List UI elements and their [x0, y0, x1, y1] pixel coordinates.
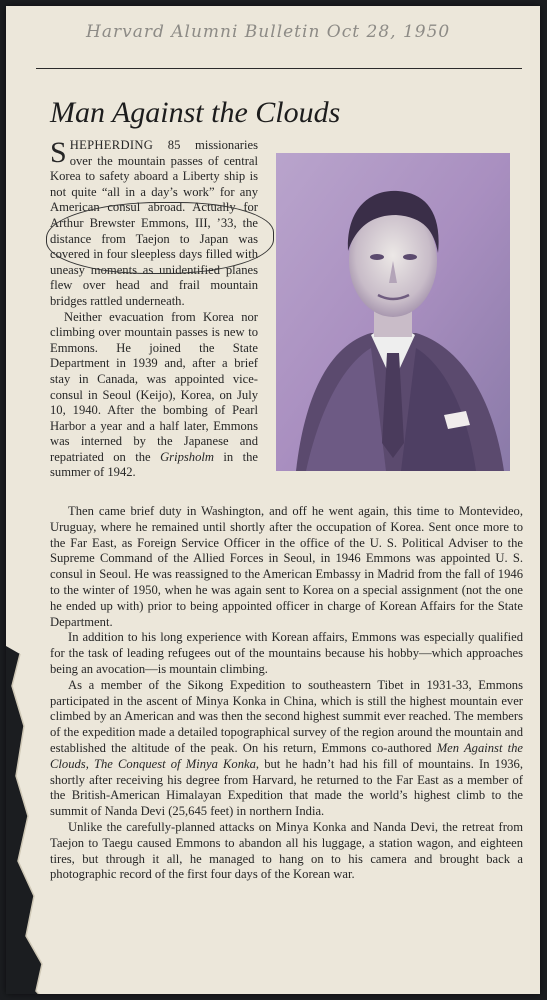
top-rule	[36, 68, 522, 69]
portrait-image	[276, 153, 510, 471]
main-column	[50, 504, 523, 883]
portrait-photo	[276, 153, 510, 471]
ship-name: Gripsholm	[160, 449, 214, 464]
book-title: Men Against the Clouds, The Conquest of Minya Konka	[50, 740, 523, 771]
handwritten-source-note: Harvard Alumni Bulletin Oct 28, 1950	[86, 22, 451, 42]
paragraph-1	[50, 138, 258, 310]
newspaper-clipping	[6, 6, 540, 994]
side-column	[50, 138, 258, 481]
paragraph-5-text-a: As a member of the Sikong Expedition to southeastern Tibet in 1931-33, Emmons participated in the ascent of Minya Konka in China, which is still the highest mountain ever climbed by an American and was then the second highest summit ever reached. The members of the expedition made a detailed topographical survey of the region around the mountain and established the altitude of the peak. On his return, Emmons co-authored	[50, 677, 523, 755]
paragraph-2	[50, 310, 258, 482]
drop-cap: S	[50, 136, 67, 169]
paragraph-5	[50, 678, 523, 820]
paragraph-2-text: Neither evacuation from Korea nor climbing over mountain passes is new to Emmons. He joined the State Department in 1939 and, after a brief stay in Canada, was appointed vice-consul in Seoul (Keijo), Korea, on July 10, 1940. After the bombing of Pearl Harbor a year and a half later, Emmons was interned by the Japanese and repatriated on the	[50, 309, 258, 464]
paragraph-2-end: in the summer of 1942.	[50, 449, 258, 480]
paragraph-3: Then came brief duty in Washington, and off he went again, this time to Montevideo, Uruguay, where he remained until shortly after the occupation of Korea. Sent once more to the Far East, as Foreign Service Officer in the office of the U. S. Political Adviser to the Supreme Command of the Allied Forces in Seoul, in 1946 Emmons was appointed U. S. consul in Seoul. He was reassigned to the American Embassy in Madrid from the fall of 1946 to the winter of 1950, when he was again sent to Korea on a special assignment (not the one he ended up with) prior to being appointed officer in charge of Korean Affairs for the State Department.	[50, 504, 523, 629]
lead-word: HEPHERDING	[69, 138, 154, 152]
paragraph-6: Unlike the carefully-planned attacks on Minya Konka and Nanda Devi, the retreat from Taejon to Taegu caused Emmons to abandon all his luggage, a station wagon, and eighteen tires, but through it all, he managed to hang on to his camera and brought back a photographic record of the first four days of the Korean war.	[50, 819, 523, 882]
paragraph-1-text: 85 missionaries over the mountain passes of central Korea to safety aboard a Liberty ship is not quite “all in a day’s work” for any American consul abroad. Actually for Arthur Brewster Emmons, III, ’33, the distance from Taejon to Japan was covered in four sleepless days filled with uneasy moments as unidentified planes flew over head and frail mountain bridges rattled underneath.	[50, 138, 258, 308]
headline: Man Against the Clouds	[50, 96, 341, 129]
paragraph-4: In addition to his long experience with Korean affairs, Emmons was especially qualified for the task of leading refugees out of the mountains because his hobby—which approaches being an avocation—is mountain climbing.	[50, 630, 523, 676]
torn-edge	[6, 646, 76, 994]
paragraph-5-text-b: , but he hadn’t had his fill of mountains. In 1936, shortly after receiving his degree from Harvard, he returned to the Far East as a member of the British-American Himalayan Expedition that made the world’s highest climb to the summit of Nanda Devi (25,645 feet) in northern India.	[50, 756, 523, 819]
